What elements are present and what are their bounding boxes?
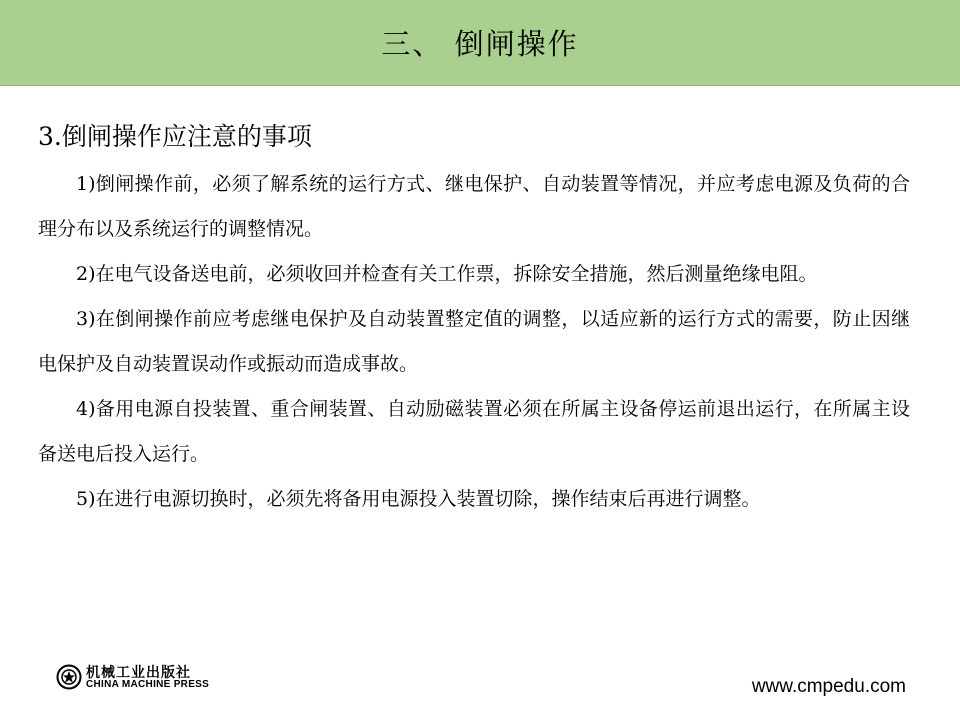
paragraph-1: 1)倒闸操作前，必须了解系统的运行方式、继电保护、自动装置等情况，并应考虑电源及负荷的合理分布以及系统运行的调整情况。 (38, 173, 910, 240)
publisher-name-en: CHINA MACHINE PRESS (86, 679, 210, 690)
publisher-logo (56, 662, 256, 692)
paragraph-5: 5)在进行电源切换时，必须先将备用电源投入装置切除，操作结束后再进行调整。 (76, 488, 761, 510)
paragraph-3: 3)在倒闸操作前应考虑继电保护及自动装置整定值的调整，以适应新的运行方式的需要，防止因继电保护及自动装置误动作或振动而造成事故。 (38, 308, 910, 375)
section-heading: 3.倒闸操作应注意的事项 (38, 122, 312, 151)
slide-content (38, 118, 910, 522)
paragraph-2: 2)在电气设备送电前，必须收回并检查有关工作票，拆除安全措施，然后测量绝缘电阻。 (76, 263, 818, 285)
paragraph-4: 4)备用电源自投装置、重合闸装置、自动励磁装置必须在所属主设备停运前退出运行，在所属主设备送电后投入运行。 (38, 398, 910, 465)
title-bar (0, 0, 960, 86)
publisher-gear-emblem-icon (56, 664, 82, 690)
slide-title: 三、 倒闸操作 (381, 27, 579, 61)
publisher-name-cn: 机械工业出版社 (86, 665, 191, 681)
publisher-url: www.cmpedu.com (751, 676, 906, 697)
